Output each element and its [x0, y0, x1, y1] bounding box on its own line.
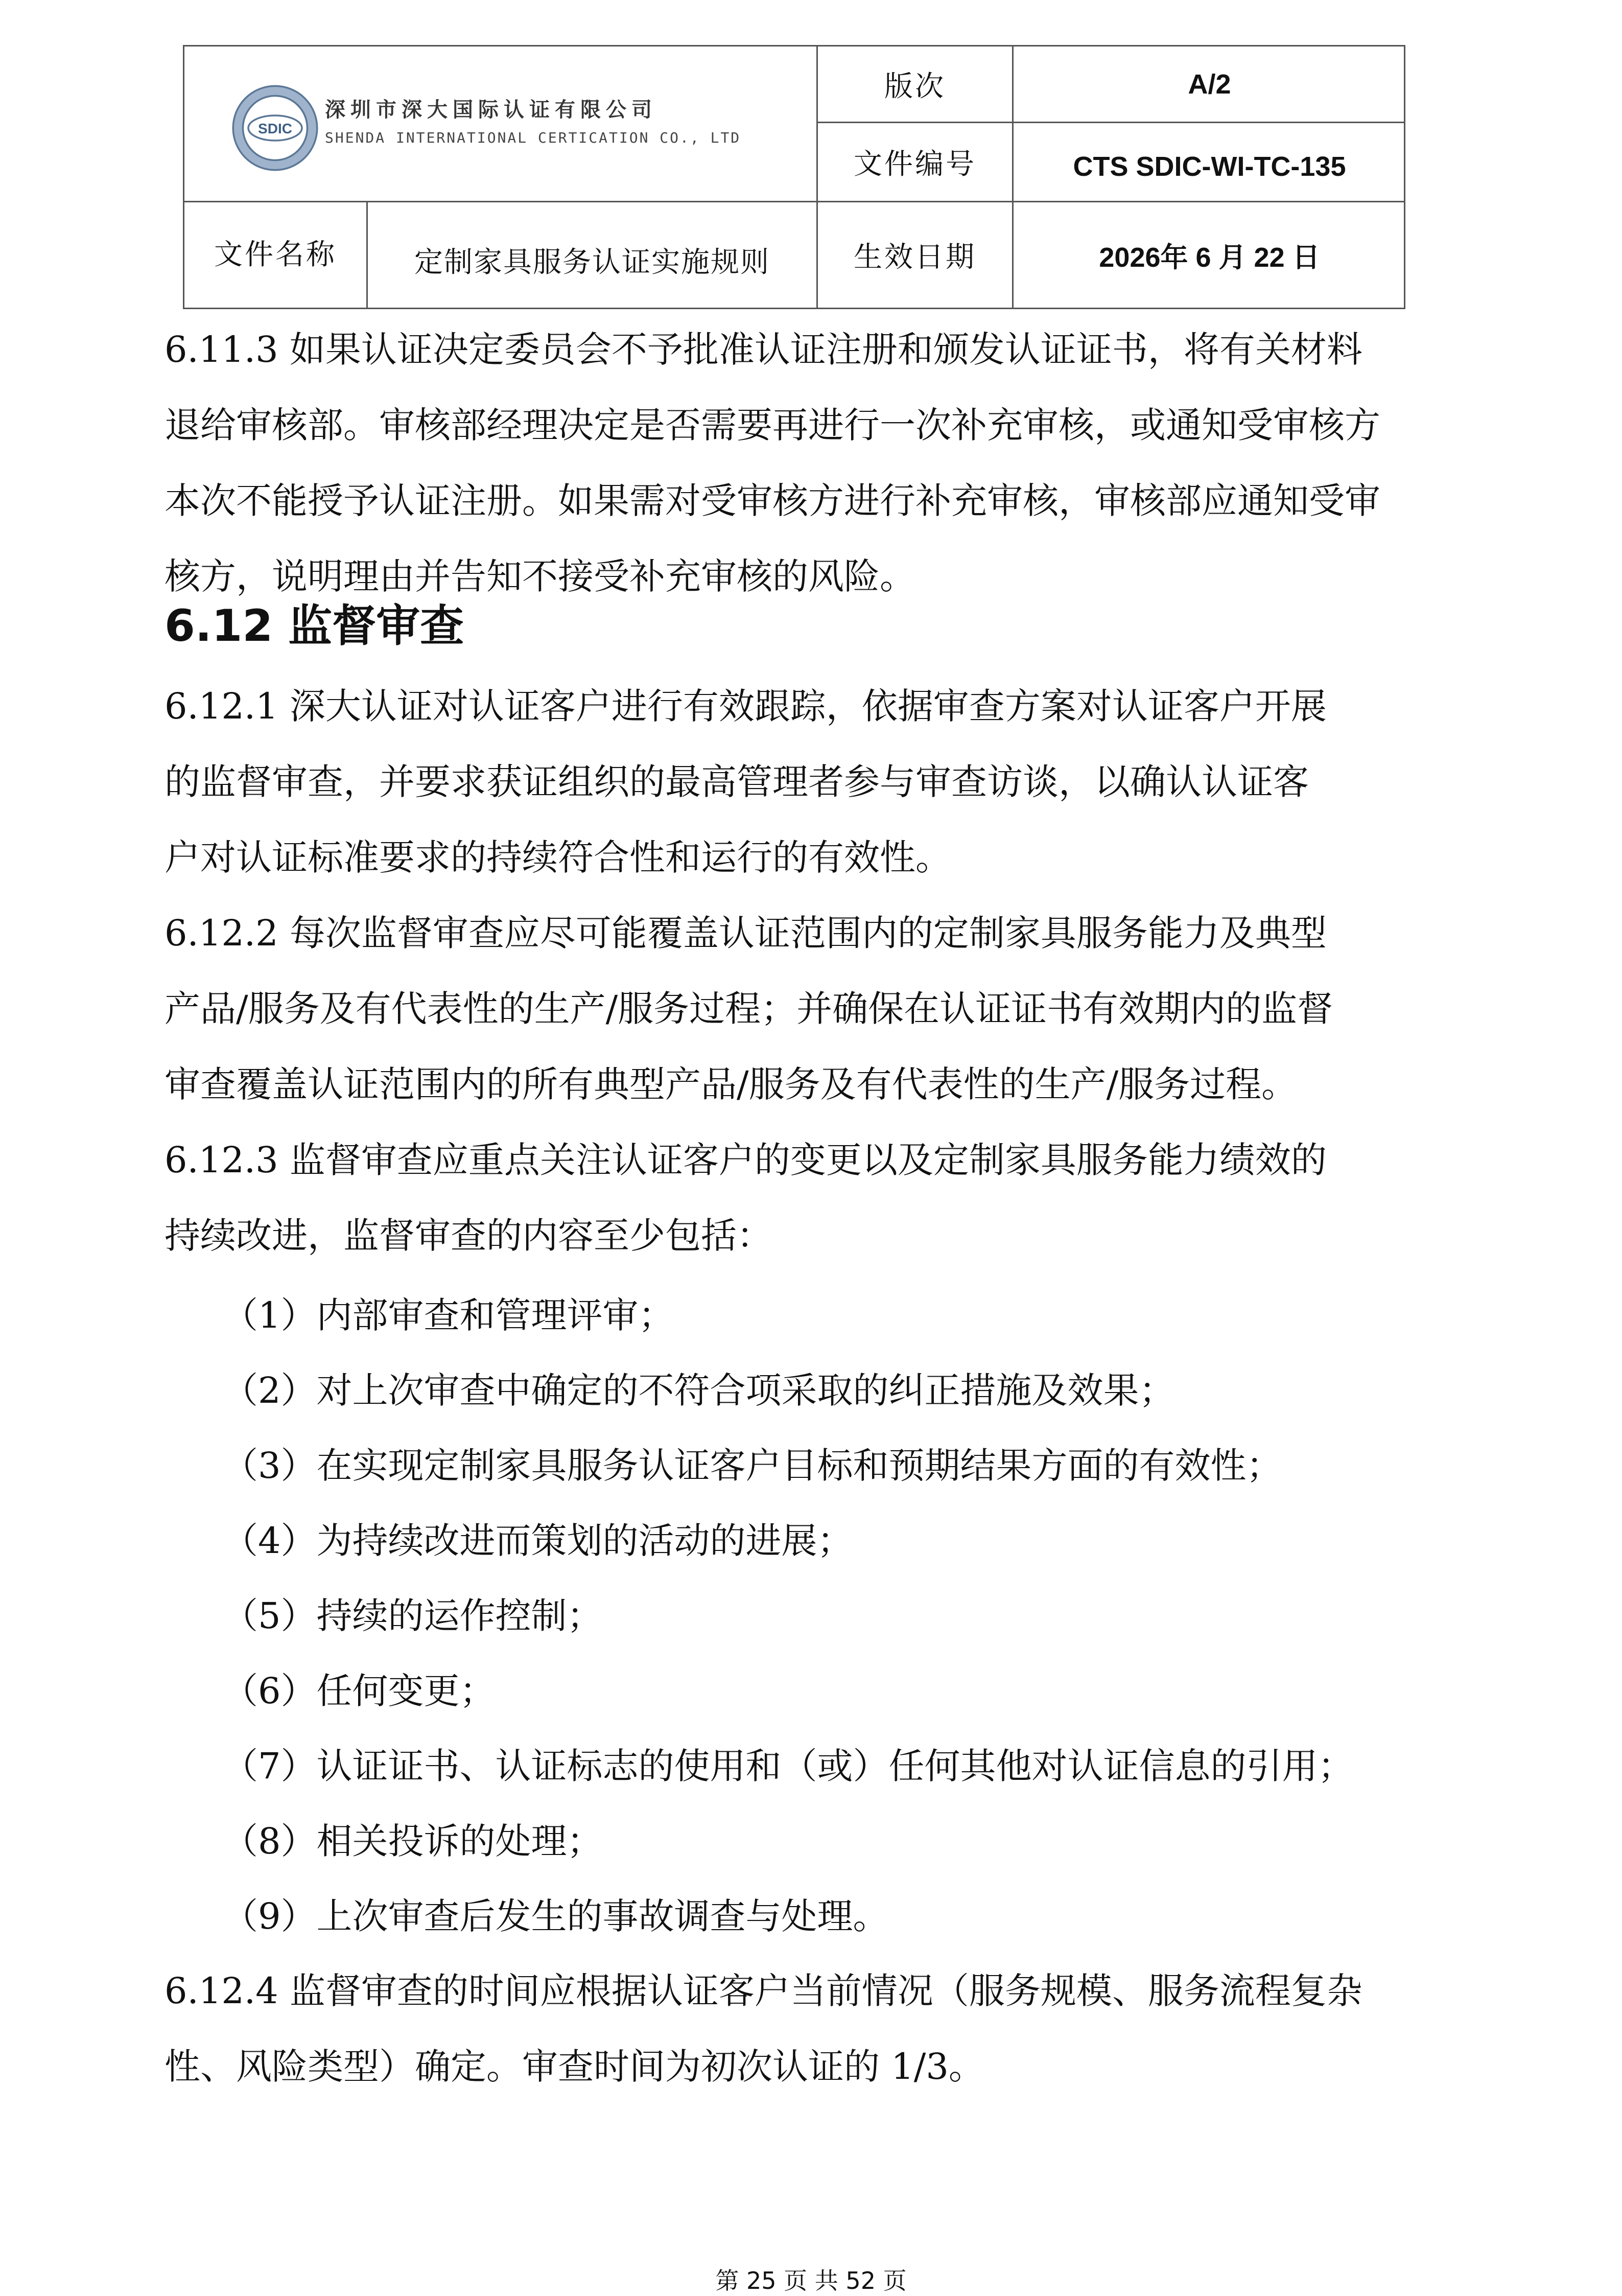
doc-name-value: 定制家具服务认证实施规则 — [414, 246, 770, 279]
text-line: 的监督审查，并要求获证组织的最高管理者参与审查访谈，以确认认证客 — [164, 761, 1309, 803]
text-line: 产品/服务及有代表性的生产/服务过程；并确保在认证证书有效期内的监督 — [164, 988, 1333, 1030]
list-item: （5）持续的运作控制； — [222, 1595, 603, 1637]
page-number: 第 25 页 共 52 页 — [715, 2267, 907, 2294]
sdic-logo-icon — [230, 83, 320, 173]
text-line: 核方，说明理由并告知不接受补充审核的风险。 — [164, 555, 915, 597]
list-item: （8）相关投诉的处理； — [222, 1820, 603, 1862]
doc-number-label: 文件编号 — [854, 148, 976, 181]
text-line: 性、风险类型）确定。审查时间为初次认证的 1/3。 — [164, 2046, 984, 2088]
text-line: 退给审核部。审核部经理决定是否需要再进行一次补充审核，或通知受审核方 — [164, 404, 1380, 446]
text-line: 6.12.2 每次监督审查应尽可能覆盖认证范围内的定制家具服务能力及典型 — [164, 912, 1327, 954]
list-item: （9）上次审查后发生的事故调查与处理。 — [222, 1895, 889, 1937]
list-item: （2）对上次审查中确定的不符合项采取的纠正措施及效果； — [222, 1370, 1175, 1411]
text-line: 持续改进，监督审查的内容至少包括： — [164, 1215, 772, 1257]
text-line: 审查覆盖认证范围内的所有典型产品/服务及有代表性的生产/服务过程。 — [164, 1063, 1298, 1105]
company-name-cn: 深圳市深大国际认证有限公司 — [325, 98, 657, 122]
text-line: 户对认证标准要求的持续符合性和运行的有效性。 — [164, 837, 951, 878]
doc-name-label: 文件名称 — [214, 238, 337, 271]
text-line: 6.12.1 深大认证对认证客户进行有效跟踪，依据审查方案对认证客户开展 — [164, 685, 1327, 727]
list-item: （1）内部审查和管理评审； — [222, 1294, 674, 1336]
effective-date-value: 2026年 6 月 22 日 — [1099, 242, 1320, 273]
company-name-en: SHENDA INTERNATIONAL CERTICATION CO., LTD — [325, 129, 741, 146]
version-label: 版次 — [884, 69, 946, 103]
text-line: 本次不能授予认证注册。如果需对受审核方进行补充审核，审核部应通知受审 — [164, 480, 1380, 522]
section-heading-6-12: 6.12 监督审查 — [164, 600, 464, 652]
text-line: 6.12.3 监督审查应重点关注认证客户的变更以及定制家具服务能力绩效的 — [164, 1139, 1327, 1181]
effective-date-label: 生效日期 — [854, 241, 976, 274]
doc-number-value: CTS SDIC-WI-TC-135 — [1073, 151, 1346, 182]
list-item: （6）任何变更； — [222, 1670, 496, 1712]
logo-text: SDIC — [258, 121, 292, 136]
version-value: A/2 — [1188, 68, 1231, 100]
list-item: （4）为持续改进而策划的活动的进展； — [222, 1520, 853, 1562]
list-item: （7）认证证书、认证标志的使用和（或）任何其他对认证信息的引用； — [222, 1745, 1354, 1787]
document-header-table — [183, 45, 1405, 309]
list-item: （3）在实现定制家具服务认证客户目标和预期结果方面的有效性； — [222, 1445, 1282, 1487]
text-line: 6.12.4 监督审查的时间应根据认证客户当前情况（服务规模、服务流程复杂 — [164, 1970, 1362, 2012]
text-line: 6.11.3 如果认证决定委员会不予批准认证注册和颁发认证证书，将有关材料 — [164, 329, 1362, 370]
